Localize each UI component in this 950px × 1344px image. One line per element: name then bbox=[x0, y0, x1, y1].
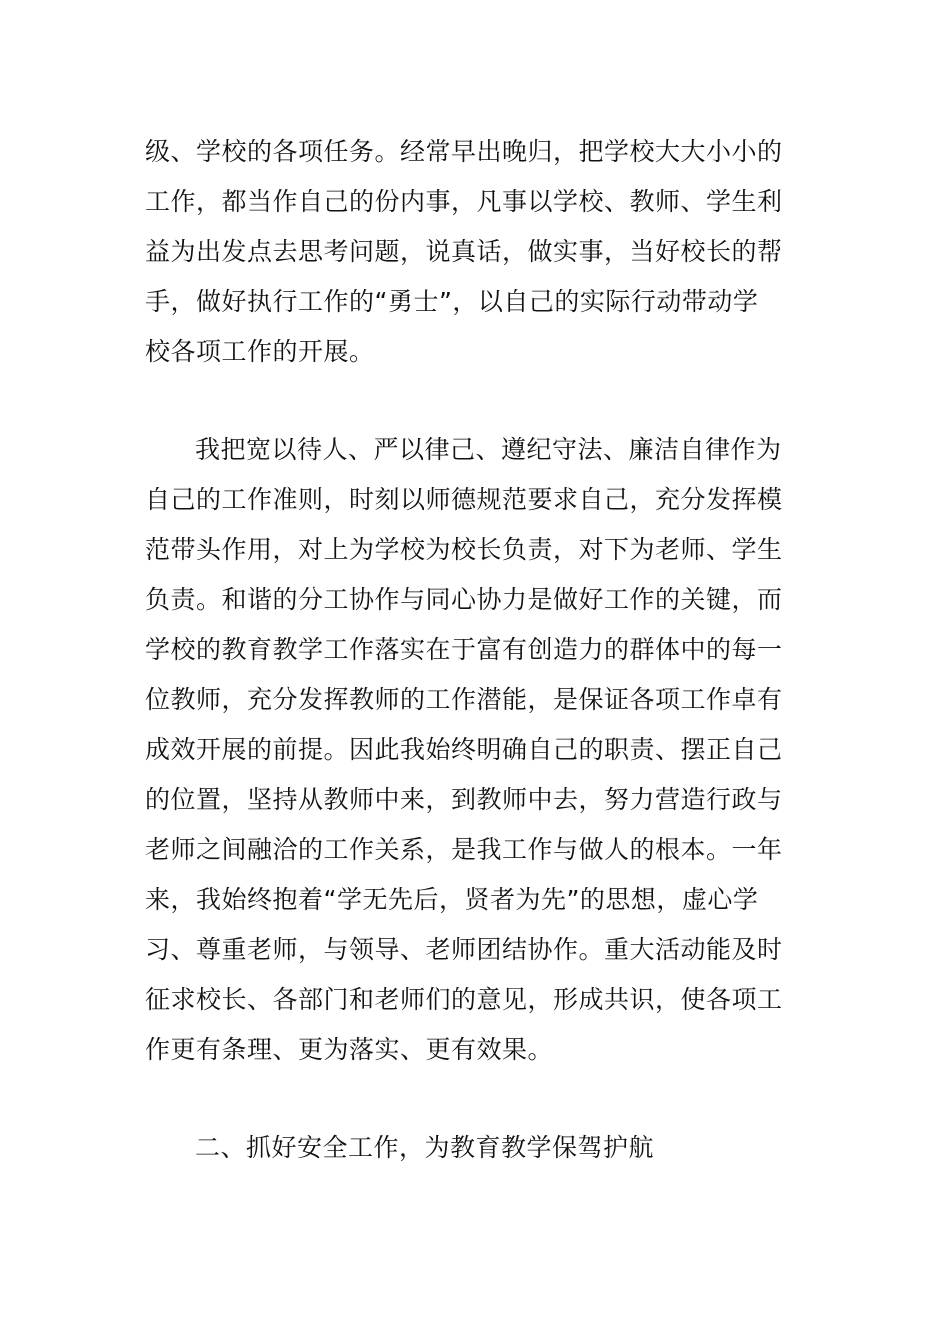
paragraph-line: 来，我始终抱着“学无先后，贤者为先”的思想，虚心学 bbox=[145, 885, 759, 914]
paragraph-line: 位教师，充分发挥教师的工作潜能，是保证各项工作卓有 bbox=[145, 685, 783, 714]
paragraph-line: 成效开展的前提。因此我始终明确自己的职责、摆正自己 bbox=[145, 735, 783, 764]
paragraph-line: 自己的工作准则，时刻以师德规范要求自己，充分发挥模 bbox=[145, 485, 783, 514]
paragraph-line: 我把宽以待人、严以律己、遵纪守法、廉洁自律作为 bbox=[195, 435, 782, 464]
paragraph-line: 手，做好执行工作的“勇士”，以自己的实际行动带动学 bbox=[145, 287, 759, 316]
paragraph-line: 学校的教育教学工作落实在于富有创造力的群体中的每一 bbox=[145, 635, 783, 664]
paragraph-line: 征求校长、各部门和老师们的意见，形成共识，使各项工 bbox=[145, 985, 783, 1014]
paragraph-line: 工作，都当作自己的份内事，凡事以学校、教师、学生利 bbox=[145, 187, 783, 216]
paragraph-line: 作更有条理、更为落实、更有效果。 bbox=[145, 1035, 554, 1064]
paragraph-line: 级、学校的各项任务。经常早出晚归，把学校大大小小的 bbox=[145, 137, 783, 166]
paragraph-line: 习、尊重老师，与领导、老师团结协作。重大活动能及时 bbox=[145, 935, 783, 964]
paragraph-line: 益为出发点去思考问题，说真话，做实事，当好校长的帮 bbox=[145, 237, 783, 266]
section-heading: 二、抓好安全工作，为教育教学保驾护航 bbox=[195, 1133, 655, 1162]
paragraph-line: 校各项工作的开展。 bbox=[145, 337, 375, 366]
paragraph-line: 负责。和谐的分工协作与同心协力是做好工作的关键，而 bbox=[145, 585, 783, 614]
paragraph-line: 范带头作用，对上为学校为校长负责，对下为老师、学生 bbox=[145, 535, 783, 564]
paragraph-line: 的位置，坚持从教师中来，到教师中去，努力营造行政与 bbox=[145, 785, 783, 814]
paragraph-line: 老师之间融洽的工作关系，是我工作与做人的根本。一年 bbox=[145, 835, 783, 864]
